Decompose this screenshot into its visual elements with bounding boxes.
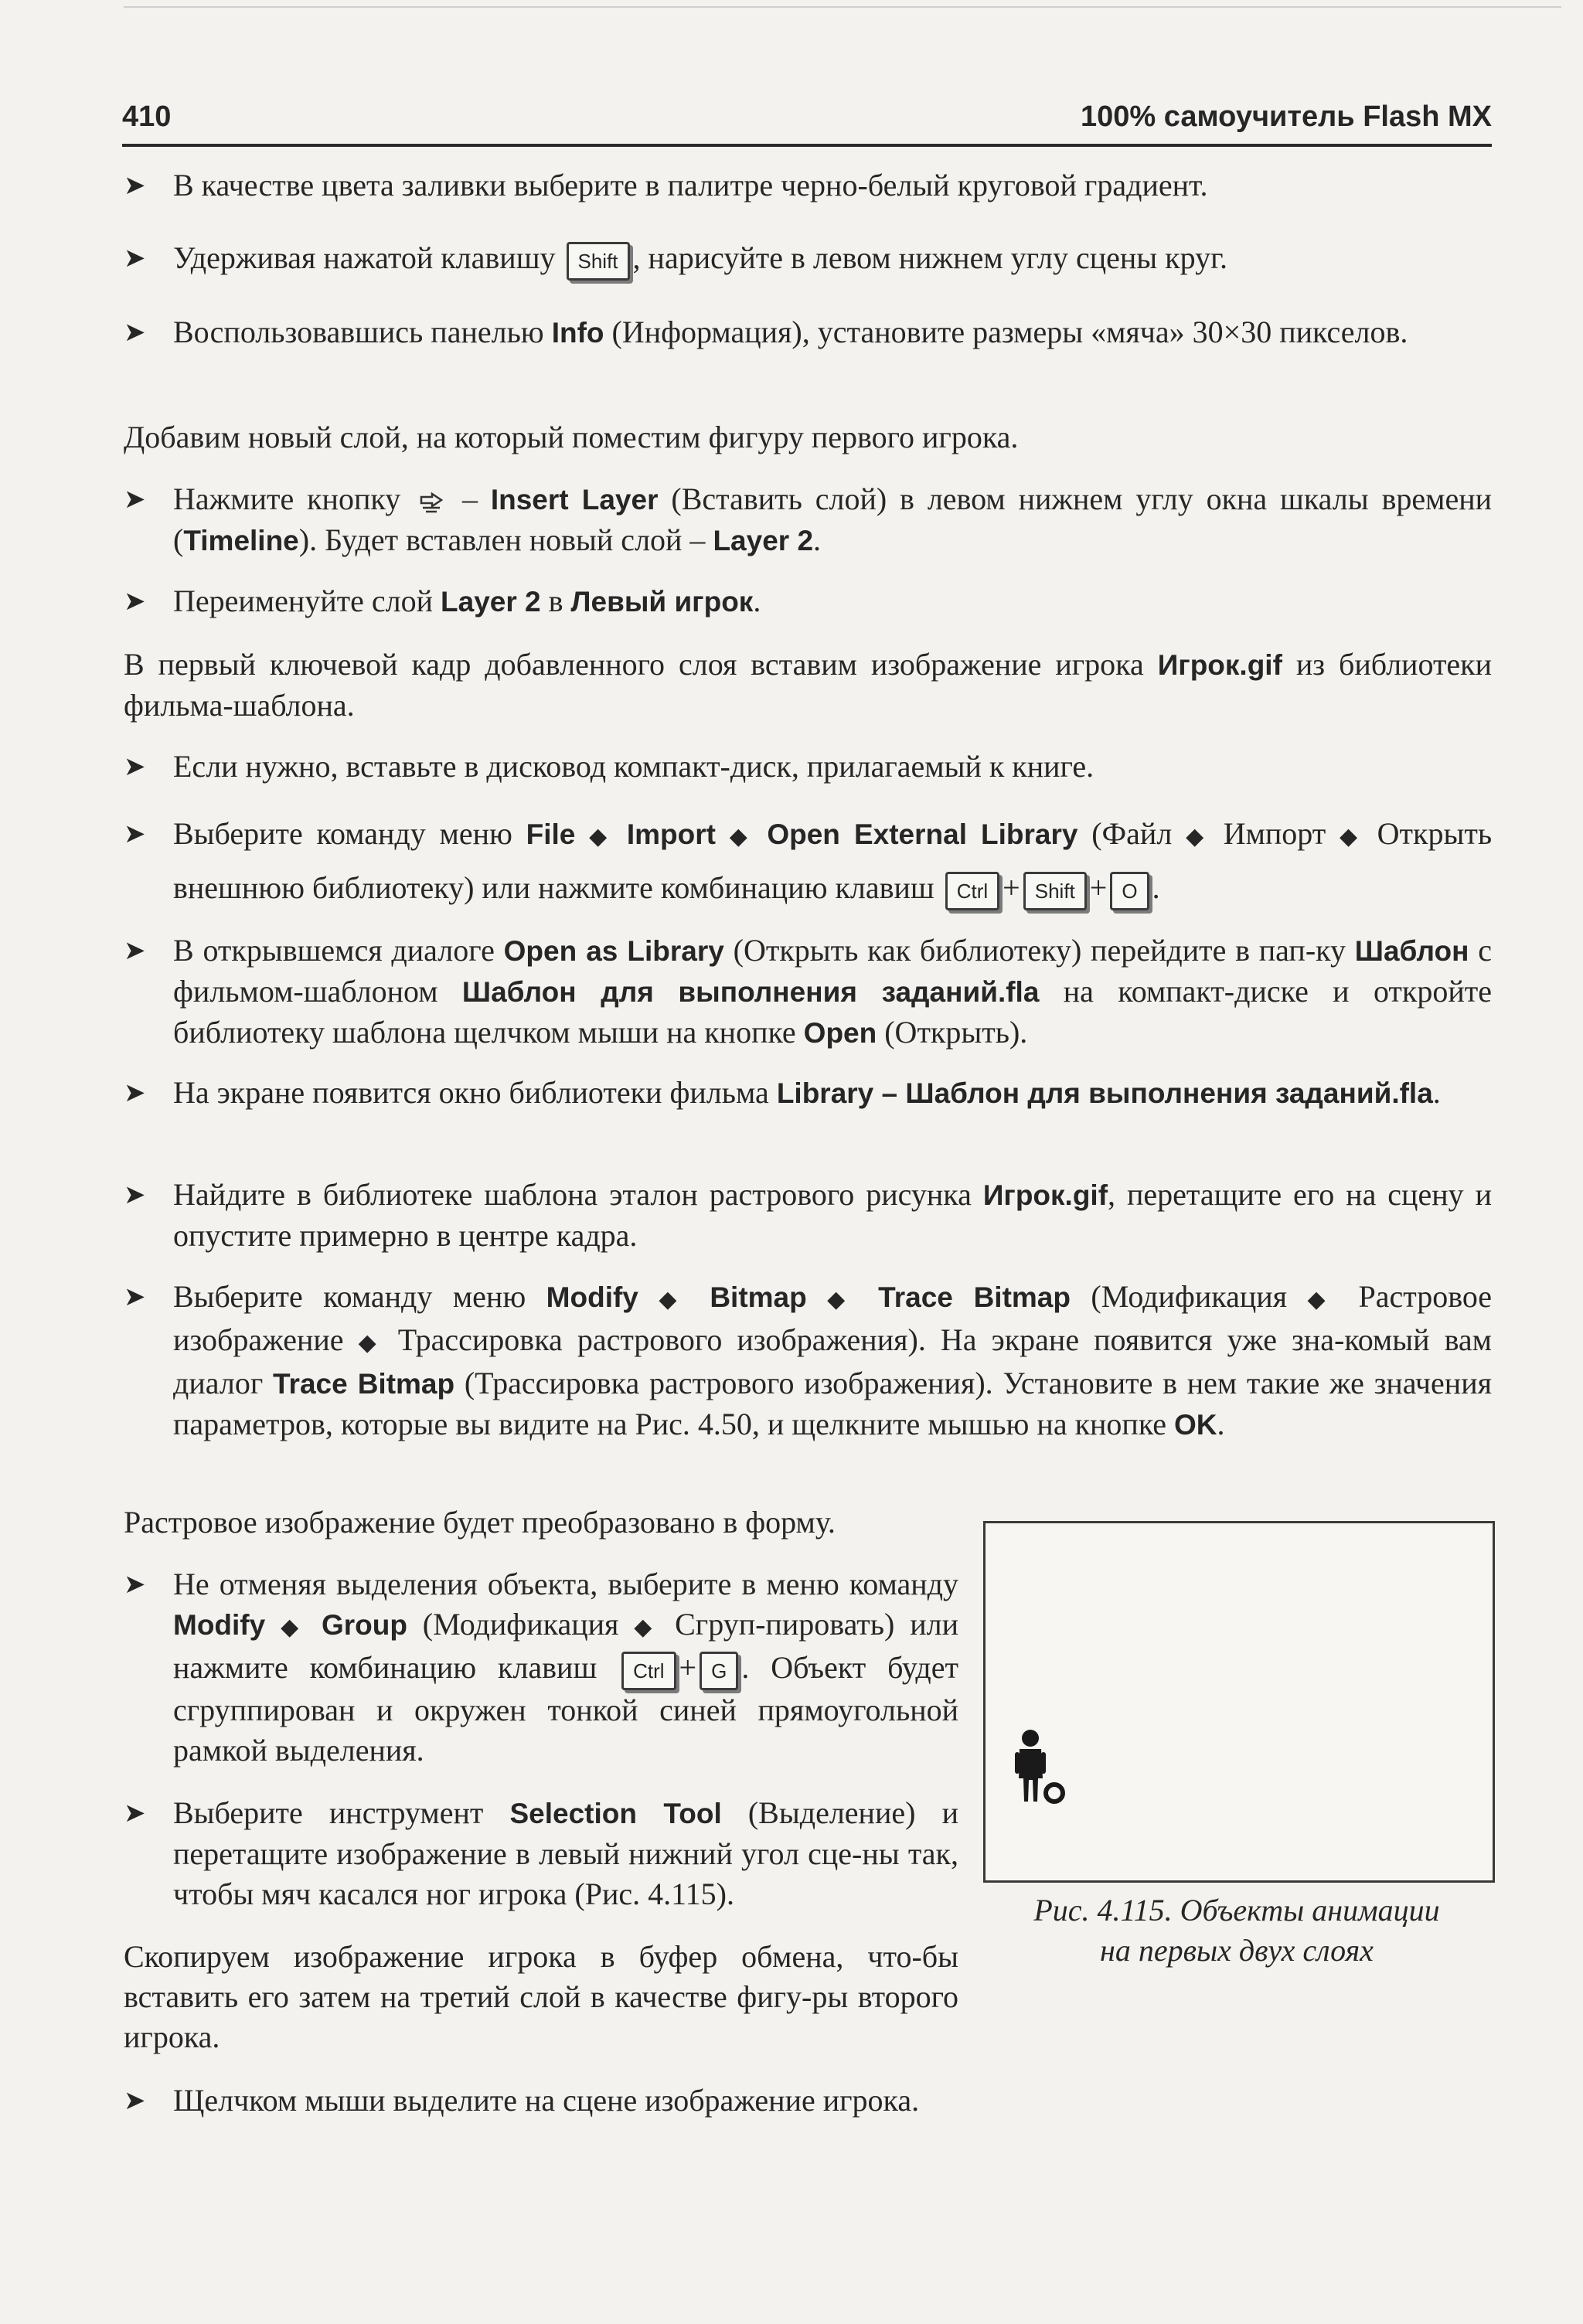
diamond-icon: ◆ <box>589 823 614 850</box>
paragraph: В первый ключевой кадр добавленного слоя вставим изображение игрока Игрок.gif из библиотеки фильма-шаблона. <box>124 647 1493 723</box>
list-item: ➤ Удерживая нажатой клавишу Shift , нарисуйте в левом нижнем углу сцены круг. <box>124 238 1492 281</box>
list-item: ➤ Воспользовавшись панелью Info (Информация), установите размеры «мяча» 30×30 пикселов. <box>124 312 1492 353</box>
list-item: ➤ Выберите команду меню Modify ◆ Bitmap ◆ Trace Bitmap (Модификация ◆ Растровое изображение ◆ Трассировка растрового изображения). На экране появится уже зна-комый вам диалог Trace Bitmap (Трассировка растрового изображения). Установите в нем такие же значения параметров, которые вы видите на Рис. 4.50, и щелкните мышью на кнопке OK. <box>124 1277 1492 1445</box>
page-top-rule <box>124 6 1561 8</box>
list-item: ➤ Найдите в библиотеке шаблона эталон растрового рисунка Игрок.gif, перетащите его на сцену и опустите примерно в центре кадра. <box>124 1175 1492 1256</box>
page-number: 410 <box>122 100 172 133</box>
diamond-icon: ◆ <box>634 1614 660 1641</box>
list-item-text: В качестве цвета заливки выберите в палитре черно-белый круговой градиент. <box>173 168 1208 202</box>
ctrl-key: Ctrl <box>621 1652 676 1690</box>
paragraph: Добавим новый слой, на который поместим фигуру первого игрока. <box>124 420 1019 454</box>
bullet-arrow-icon: ➤ <box>124 1569 146 1600</box>
figure-stage <box>983 1521 1495 1883</box>
bullet-arrow-icon: ➤ <box>124 317 146 348</box>
player-figure-icon <box>1015 1730 1046 1802</box>
list-item: ➤ Выберите команду меню File ◆ Import ◆ Open External Library (Файл ◆ Импорт ◆ Открыть внешнюю библиотеку) или нажмите комбинацию клавиш Ctrl + Shift + O . <box>124 808 1492 914</box>
list-item: ➤ Переименуйте слой Layer 2 в Левый игрок. <box>124 581 1492 622</box>
list-item: ➤ Выберите инструмент Selection Tool (Выделение) и перетащите изображение в левый нижний угол сце-ны так, чтобы мяч касался ног игрока (Рис. 4.115). <box>124 1793 958 1914</box>
diamond-icon: ◆ <box>827 1286 858 1313</box>
diamond-icon: ◆ <box>1307 1286 1339 1313</box>
figure-caption: Рис. 4.115. Объекты анимации на первых двух слоях <box>1033 1893 1440 1968</box>
list-item: ➤ В открывшемся диалоге Open as Library (Открыть как библиотеку) перейдите в пап-ку Шаблон с фильмом-шаблоном Шаблон для выполнения заданий.fla на компакт-диске и откройте библиотеку шаблона щелчком мыши на кнопке Open (Открыть). <box>124 931 1492 1053</box>
bullet-arrow-icon: ➤ <box>124 1798 146 1829</box>
g-key: G <box>700 1652 738 1690</box>
list-item: ➤ Если нужно, вставьте в дисковод компакт-диск, прилагаемый к книге. <box>124 747 1492 787</box>
bullet-arrow-icon: ➤ <box>124 243 146 274</box>
bullet-arrow-icon: ➤ <box>124 170 146 201</box>
diamond-icon: ◆ <box>1186 823 1210 850</box>
list-item: ➤ На экране появится окно библиотеки фильма Library – Шаблон для выполнения заданий.fla. <box>124 1073 1492 1114</box>
shift-key: Shift <box>1023 872 1087 910</box>
bullet-arrow-icon: ➤ <box>124 1077 146 1108</box>
paragraph: Скопируем изображение игрока в буфер обмена, что-бы вставить его затем на третий слой в качестве фигу-ры второго игрока. <box>124 1939 958 2054</box>
page-header <box>122 100 1492 147</box>
ctrl-key: Ctrl <box>945 872 999 910</box>
ball-icon <box>1046 1785 1063 1802</box>
bullet-arrow-icon: ➤ <box>124 751 146 782</box>
bullet-arrow-icon: ➤ <box>124 2085 146 2116</box>
insert-layer-icon <box>418 491 444 514</box>
shift-key: Shift <box>567 242 630 281</box>
list-item: ➤ Не отменяя выделения объекта, выберите в меню команду Modify ◆ Group (Модификация ◆ Сгруп-пировать) или нажмите комбинацию клавиш Ctrl + G . Объект будет сгруппирован и окружен тонкой синей прямоугольной рамкой выделения. <box>124 1564 958 1771</box>
list-item <box>124 165 1492 206</box>
bullet-arrow-icon: ➤ <box>124 818 146 849</box>
list-item: ➤ Щелчком мыши выделите на сцене изображение игрока. <box>124 2081 1492 2121</box>
bullet-arrow-icon: ➤ <box>124 484 146 515</box>
running-title: 100% самоучитель Flash MX <box>1081 100 1492 133</box>
diamond-icon: ◆ <box>1340 823 1363 850</box>
diamond-icon: ◆ <box>281 1614 307 1641</box>
diamond-icon: ◆ <box>659 1286 689 1313</box>
bullet-arrow-icon: ➤ <box>124 586 146 617</box>
diamond-icon: ◆ <box>358 1329 383 1356</box>
paragraph: Растровое изображение будет преобразовано в форму. <box>124 1505 836 1540</box>
bullet-arrow-icon: ➤ <box>124 1179 146 1210</box>
diamond-icon: ◆ <box>729 823 754 850</box>
list-item: ➤ Нажмите кнопку – Insert Layer (Вставить слой) в левом нижнем углу окна шкалы времени (Timeline). Будет вставлен новый слой – Layer 2. <box>124 479 1492 561</box>
info-panel-name: Info <box>551 317 604 349</box>
o-key: O <box>1110 872 1149 910</box>
bullet-arrow-icon: ➤ <box>124 935 146 966</box>
bullet-arrow-icon: ➤ <box>124 1281 146 1312</box>
